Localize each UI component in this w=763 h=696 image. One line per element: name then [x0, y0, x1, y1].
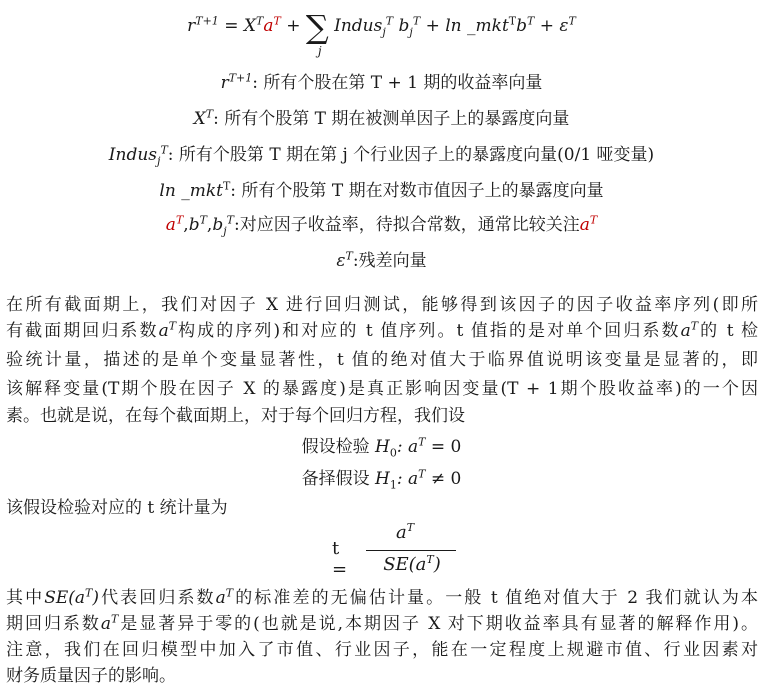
summation-symbol: ∑ j — [305, 8, 329, 58]
paragraph1-line4: 该解释变量(T期个股在因子 X 的暴露度)是真正影响因变量(T + 1期个股收益率)的一个因 — [6, 379, 758, 399]
alternative-hypothesis: 备择假设 $H_1$: $a^T \ne 0$ — [301, 467, 462, 492]
document-page: $r^{T+1} = X^Ta^T$ + ∑ j Indus$_j^T$ $b_j^T + \ln$ $\_mkt^Tb^T + \varepsilon^T$ $r^{T+1}$: 所有个股在第 T + 1 期的收益率向量 $X^T$: 所有个股第 T 期在被测单因子上的暴露度向量 Indus$_j^T$: 所有个股第 T 期在第 j 个行业因子上的暴露度向量(0/1 哑变量) ln _mkt$^T$: 所有个股第 T 期在对数市值因子上的暴露度向量 $a^T,b^T,b_j^T$:对应因子收益率，待拟合常数，通常比较关注$a^T$ $\varepsilon^T$:残差向量 在所有截面期上，我们对因子 X 进行回归测试，能够得到该因子的因子收益率序列(即所 有截面期回归系数$a^T$构成的序列)和对应的 t 值序列。t 值指的是对单个回归系数$a^T$的 t 检 验统计量，描述的是单个变量显著性，t 值的绝对值大于临界值说明该变量是显著的，即 该解释变量(T期个股在因子 X 的暴露度)是真正影响因变量(T + 1期个股收益率)的一个因 素。也就是说，在每个截面期上，对于每个回归方程，我们设 假设检验 $H_0$: $a^T = 0$ 备择假设 $H_1$: $a^T \ne 0$ 该假设检验对应的 t 统计量为 t = $a^T$ $SE(a^T)$ 其中$SE(a^T)$代表回归系数$a^T$的标准差的无偏估计量。一般 t 值绝对值大于 2 我们就认为本 期回归系数$a^T$是显著异于零的(也就是说,本期因子 X 对下期收益率具有显著的解释作用)。 注意，我们在回归模型中加入了市值、行业因子，能在一定程度上规避市值、行业因素对 财务质量因子的影响。 — [0, 0, 763, 696]
definition-return: $r^{T+1}$: 所有个股在第 T + 1 期的收益率向量 — [220, 71, 543, 93]
definition-residual: $\varepsilon^T$:残差向量 — [336, 249, 427, 271]
paragraph2-line1: 其中$SE(a^T)$代表回归系数$a^T$的标准差的无偏估计量。一般 t 值绝对值大于 2 我们就认为本 — [6, 586, 759, 608]
paragraph2-line3: 注意，我们在回归模型中加入了市值、行业因子，能在一定程度上规避市值、行业因素对 — [6, 640, 758, 660]
paragraph2-line4: 财务质量因子的影响。 — [6, 666, 176, 686]
null-hypothesis: 假设检验 $H_0$: $a^T = 0$ — [301, 435, 462, 460]
definition-industry: Indus$_j^T$: 所有个股第 T 期在第 j 个行业因子上的暴露度向量(0/1 哑变量) — [108, 143, 655, 168]
paragraph1-line1: 在所有截面期上，我们对因子 X 进行回归测试，能够得到该因子的因子收益率序列(即所 — [6, 295, 758, 315]
definition-coefficients: $a^T,b^T,b_j^T$:对应因子收益率，待拟合常数，通常比较关注$a^T$ — [165, 213, 598, 238]
paragraph1-line2: 有截面期回归系数$a^T$构成的序列)和对应的 t 值序列。t 值指的是对单个回归系数$a^T$的 t 检 — [6, 319, 758, 341]
regression-formula: $r^{T+1} = X^Ta^T$ + ∑ j Indus$_j^T$ $b_j^T + \ln$ $\_mkt^Tb^T + \varepsilon^T$ — [187, 8, 576, 58]
tstat-intro: 该假设检验对应的 t 统计量为 — [6, 498, 228, 518]
paragraph1-line5: 素。也就是说，在每个截面期上，对于每个回归方程，我们设 — [6, 406, 465, 426]
paragraph1-line3: 验统计量，描述的是单个变量显著性，t 值的绝对值大于临界值说明该变量是显著的，即 — [6, 350, 758, 370]
paragraph2-line2: 期回归系数$a^T$是显著异于零的(也就是说,本期因子 X 对下期收益率具有显著的解释作用)。 — [6, 612, 759, 634]
fraction-bar — [366, 550, 456, 551]
definition-exposure: $X^T$: 所有个股第 T 期在被测单因子上的暴露度向量 — [193, 107, 570, 129]
factor-return-symbol: $a^T$ — [263, 14, 281, 36]
definition-market-cap: ln _mkt$^T$: 所有个股第 T 期在对数市值因子上的暴露度向量 — [159, 179, 604, 201]
